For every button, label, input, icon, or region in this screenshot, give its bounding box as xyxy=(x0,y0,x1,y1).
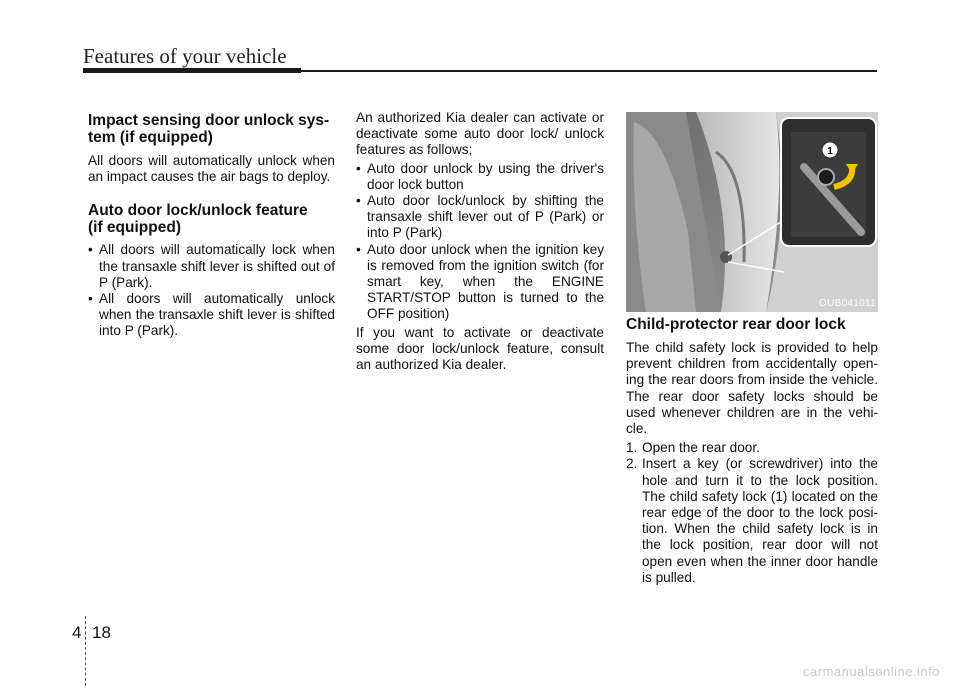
section-number: 4 xyxy=(72,623,82,642)
header-rule-thick xyxy=(83,68,301,73)
footer-divider xyxy=(85,616,87,686)
step-number: 2. xyxy=(626,456,638,472)
column-right xyxy=(626,316,878,586)
dealer-outro: If you want to activate or deactivate some door lock/unlock feature, consult an authorized Kia dealer. xyxy=(356,324,604,373)
list-item: • Auto door unlock when the ignition key is removed from the ignition switch (for smart key, when the ENGINE START/STOP button is turned to the OFF position) xyxy=(356,242,604,323)
page-number: 18 xyxy=(92,623,111,642)
auto-lock-heading xyxy=(88,202,335,236)
step-text: Open the rear door. xyxy=(642,440,760,456)
list-item: • Auto door lock/unlock by shifting the transaxle shift lever out of P (Park) or into P (Park) xyxy=(356,193,604,242)
heading-line: tem (if equipped) xyxy=(88,129,213,146)
dealer-intro: An authorized Kia dealer can activate or deactivate some auto door lock/ unlock features as follows; xyxy=(356,110,604,158)
child-lock-steps xyxy=(626,440,878,586)
impact-unlock-heading xyxy=(88,112,335,146)
list-item xyxy=(626,456,878,586)
list-item: • All doors will automatically unlock when the transaxle shift lever is shifted into P (Park). xyxy=(88,291,335,340)
heading-line: Impact sensing door unlock sys- xyxy=(88,112,330,129)
list-item xyxy=(626,440,878,456)
page-header-title: Features of your vehicle xyxy=(83,44,287,68)
impact-unlock-body: All doors will automatically unlock when an impact causes the air bags to deploy. xyxy=(88,153,335,185)
column-left xyxy=(88,112,335,340)
list-item: • Auto door unlock by using the driver's door lock button xyxy=(356,161,604,193)
step-text: Insert a key (or screwdriver) into the hole and turn it to the lock position. The child safety lock (1) located on the rear edge of the door to the lock posi-tion. When the child safety lock is in the lock position, rear door will not open even when the inner door handle is pulled. xyxy=(642,456,878,585)
step-number: 1. xyxy=(626,440,638,456)
column-middle xyxy=(356,110,604,373)
heading-line: Auto door lock/unlock feature xyxy=(88,202,308,220)
callout-number: 1 xyxy=(827,146,833,157)
figure-code: OUB041011 xyxy=(819,298,876,309)
child-lock-body: The child safety lock is provided to help prevent children from accidentally open-ing the rear doors from inside the vehicle. The rear door safety locks should be used whenever children are in the vehi-cle. xyxy=(626,340,878,437)
watermark: carmanualsonline.info xyxy=(803,664,940,679)
child-lock-heading: Child-protector rear door lock xyxy=(626,316,846,333)
header-rule-thin xyxy=(301,70,877,72)
rear-door-illustration xyxy=(626,112,878,312)
dealer-feature-list xyxy=(356,161,604,323)
rear-door-lock-figure xyxy=(626,112,878,312)
list-item: • All doors will automatically lock when the transaxle shift lever is shifted out of P (Park). xyxy=(88,242,335,291)
auto-lock-list xyxy=(88,242,335,339)
heading-line: (if equipped) xyxy=(88,219,181,237)
